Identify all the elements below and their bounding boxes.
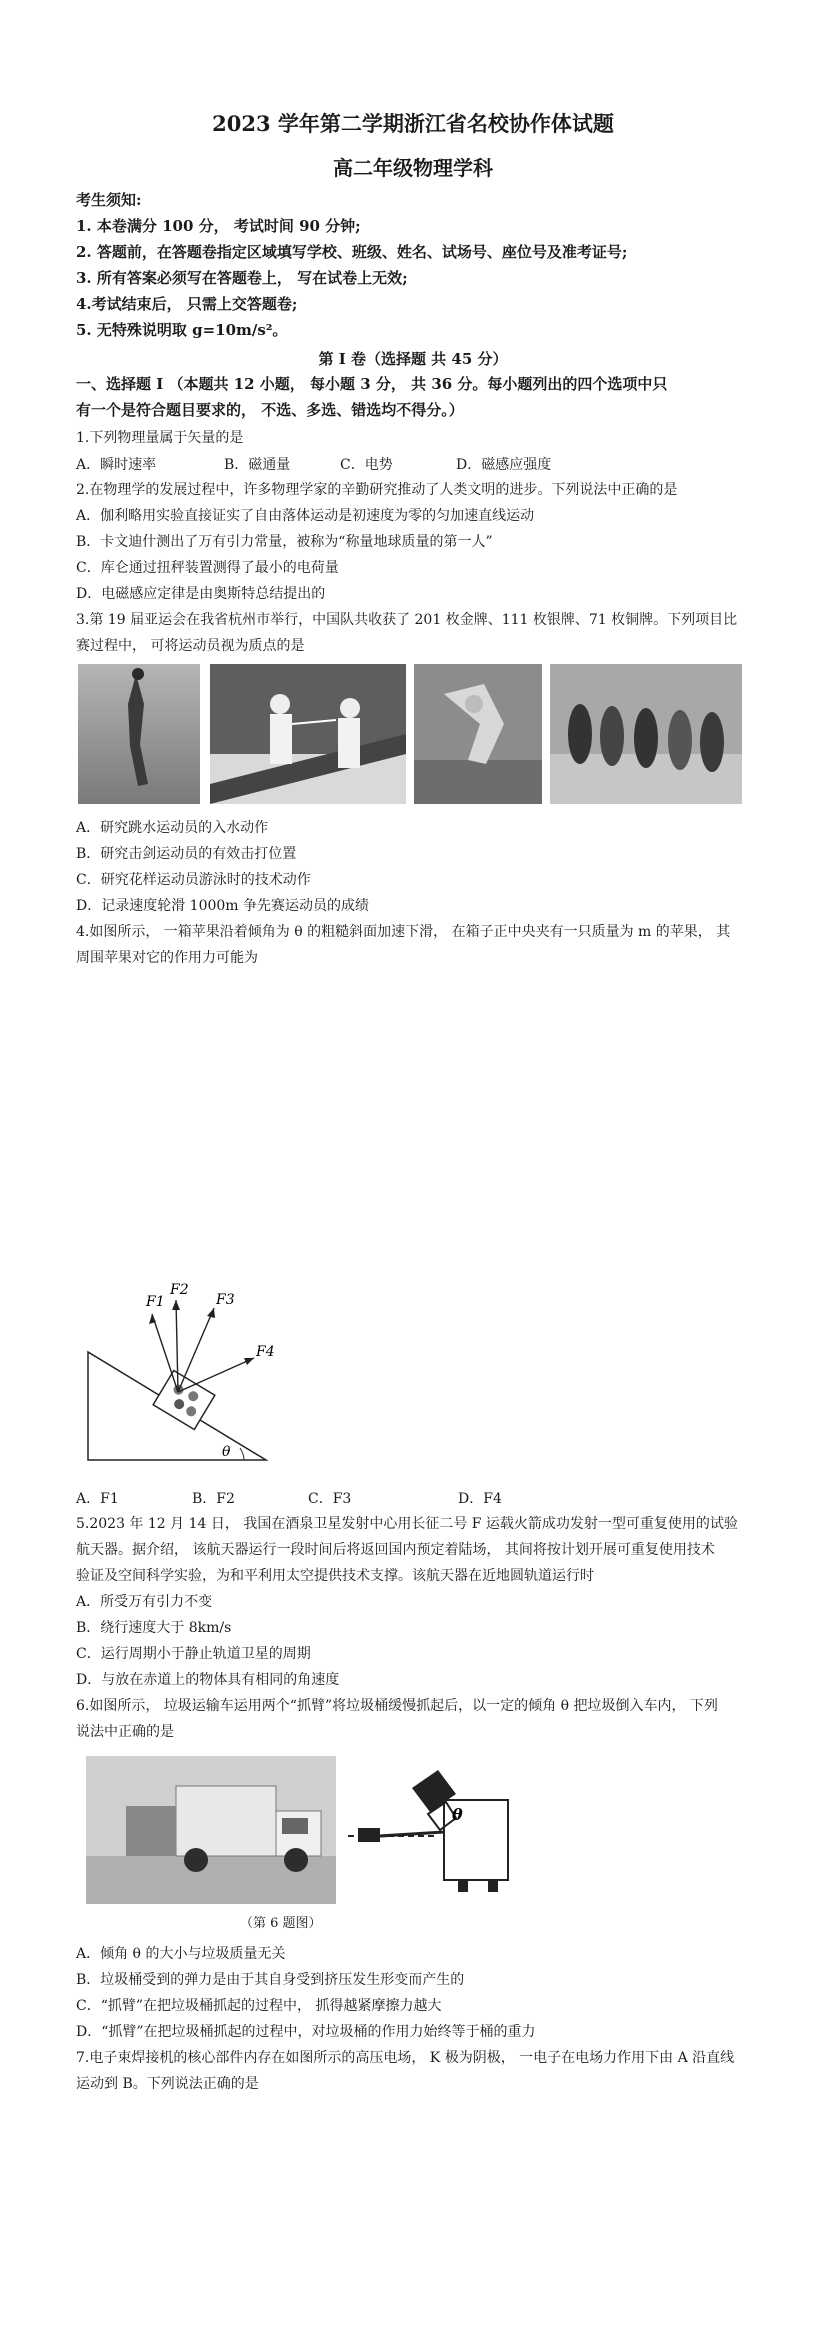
exam-title: 2023 学年第二学期浙江省名校协作体试题 bbox=[212, 111, 614, 136]
q2-option-c: C．库仑通过扭秤装置测得了最小的电荷量 bbox=[76, 560, 339, 576]
garbage-truck-photo bbox=[86, 1756, 336, 1904]
diving-photo bbox=[78, 664, 200, 804]
q6-figure-caption: （第 6 题图） bbox=[240, 1916, 322, 1931]
q2-option-a: A．伽利略用实验直接证实了自由落体运动是初速度为零的匀加速直线运动 bbox=[76, 508, 535, 524]
q1-option-a: A．瞬时速率 bbox=[76, 457, 157, 473]
angle-label-theta: θ bbox=[452, 1805, 463, 1824]
q6-option-b: B．垃圾桶受到的弹力是由于其自身受到挤压发生形变而产生的 bbox=[76, 1972, 465, 1988]
q4-option-a: A．F1 bbox=[76, 1491, 119, 1507]
force-label-f1: F1 bbox=[146, 1294, 165, 1310]
q6-option-d: D．“抓臂”在把垃圾桶抓起的过程中，对垃圾桶的作用力始终等于桶的重力 bbox=[76, 2024, 536, 2040]
angle-label-theta: θ bbox=[222, 1444, 231, 1460]
q5-option-b: B．绕行速度大于 8km/s bbox=[76, 1620, 232, 1636]
q3-option-a: A．研究跳水运动员的入水动作 bbox=[76, 820, 269, 836]
notice-item: 2. 答题前，在答题卷指定区域填写学校、班级、姓名、试场号、座位号及准考证号; bbox=[76, 243, 628, 261]
q5-stem-line1: 5.2023 年 12 月 14 日， 我国在酒泉卫星发射中心用长征二号 F 运载火箭成功发射一型可重复使用的试验 bbox=[76, 1516, 738, 1532]
notice-item: 5. 无特殊说明取 g=10m/s²。 bbox=[76, 321, 288, 339]
force-label-f4: F4 bbox=[256, 1344, 275, 1360]
speed-skating-photo bbox=[550, 664, 742, 804]
q1-option-b: B．磁通量 bbox=[224, 457, 291, 473]
section-heading-line1: 一、选择题 Ⅰ （本题共 12 小题， 每小题 3 分， 共 36 分。每小题列出的四个选项中只 bbox=[76, 375, 668, 393]
q7-stem-line1: 7.电子束焊接机的核心部件内存在如图所示的高压电场， K 极为阴极， 一电子在电场力作用下由 A 沿直线 bbox=[76, 2050, 735, 2066]
q7-stem-line2: 运动到 B。下列说法正确的是 bbox=[76, 2076, 259, 2092]
q1-option-c: C．电势 bbox=[340, 457, 393, 473]
q1-stem: 1.下列物理量属于矢量的是 bbox=[76, 430, 244, 446]
q2-option-b: B．卡文迪什测出了万有引力常量，被称为“称量地球质量的第一人” bbox=[76, 534, 493, 550]
q5-stem-line3: 验证及空间科学实验，为和平利用太空提供技术支撑。该航天器在近地圆轨道运行时 bbox=[76, 1568, 594, 1584]
q4-option-d: D．F4 bbox=[458, 1491, 502, 1507]
section-heading-line2: 有一个是符合题目要求的， 不选、多选、错选均不得分。） bbox=[76, 401, 464, 419]
notice-item: 1. 本卷满分 100 分， 考试时间 90 分钟; bbox=[76, 217, 361, 235]
q5-option-d: D．与放在赤道上的物体具有相同的角速度 bbox=[76, 1672, 340, 1688]
force-label-f3: F3 bbox=[216, 1292, 235, 1308]
q6-option-c: C．“抓臂”在把垃圾桶抓起的过程中， 抓得越紧摩擦力越大 bbox=[76, 1998, 442, 2014]
exam-subtitle: 高二年级物理学科 bbox=[333, 156, 493, 180]
q2-option-d: D．电磁感应定律是由奥斯特总结提出的 bbox=[76, 586, 326, 602]
artistic-swimming-photo bbox=[414, 664, 542, 804]
q6-stem-line2: 说法中正确的是 bbox=[76, 1724, 174, 1740]
q3-stem-line2: 赛过程中， 可将运动员视为质点的是 bbox=[76, 638, 305, 654]
q6-option-a: A．倾角 θ 的大小与垃圾质量无关 bbox=[76, 1946, 286, 1962]
q3-option-d: D．记录速度轮滑 1000m 争先赛运动员的成绩 bbox=[76, 898, 370, 914]
q3-stem-line1: 3.第 19 届亚运会在我省杭州市举行，中国队共收获了 201 枚金牌、111 枚银牌、71 枚铜牌。下列项目比 bbox=[76, 612, 738, 628]
section-title: 第 Ⅰ 卷（选择题 共 45 分） bbox=[318, 350, 508, 368]
q4-stem-line2: 周围苹果对它的作用力可能为 bbox=[76, 950, 258, 966]
q5-option-a: A．所受万有引力不变 bbox=[76, 1594, 213, 1610]
q5-stem-line2: 航天器。据介绍， 该航天器运行一段时间后将返回国内预定着陆场， 其间将按计划开展可重复使用技术 bbox=[76, 1542, 715, 1558]
garbage-truck-diagram bbox=[348, 1760, 518, 1904]
q4-option-c: C．F3 bbox=[308, 1491, 352, 1507]
q1-option-d: D．磁感应强度 bbox=[456, 457, 552, 473]
q4-option-b: B．F2 bbox=[192, 1491, 235, 1507]
notice-item: 3. 所有答案必须写在答题卷上， 写在试卷上无效; bbox=[76, 269, 408, 287]
incline-force-diagram bbox=[76, 1280, 306, 1470]
q3-option-c: C．研究花样运动员游泳时的技术动作 bbox=[76, 872, 311, 888]
q2-stem: 2.在物理学的发展过程中，许多物理学家的辛勤研究推动了人类文明的进步。下列说法中正确的是 bbox=[76, 482, 678, 498]
q5-option-c: C．运行周期小于静止轨道卫星的周期 bbox=[76, 1646, 311, 1662]
q6-stem-line1: 6.如图所示， 垃圾运输车运用两个“抓臂”将垃圾桶缓慢抓起后，以一定的倾角 θ 把垃圾倒入车内， 下列 bbox=[76, 1698, 718, 1714]
q4-stem-line1: 4.如图所示， 一箱苹果沿着倾角为 θ 的粗糙斜面加速下滑， 在箱子正中央夹有一只质量为 m 的苹果， 其 bbox=[76, 924, 731, 940]
q3-option-b: B．研究击剑运动员的有效击打位置 bbox=[76, 846, 297, 862]
fencing-photo bbox=[210, 664, 406, 804]
notice-heading: 考生须知: bbox=[76, 191, 142, 209]
notice-item: 4.考试结束后， 只需上交答题卷; bbox=[76, 295, 298, 313]
force-label-f2: F2 bbox=[170, 1282, 189, 1298]
